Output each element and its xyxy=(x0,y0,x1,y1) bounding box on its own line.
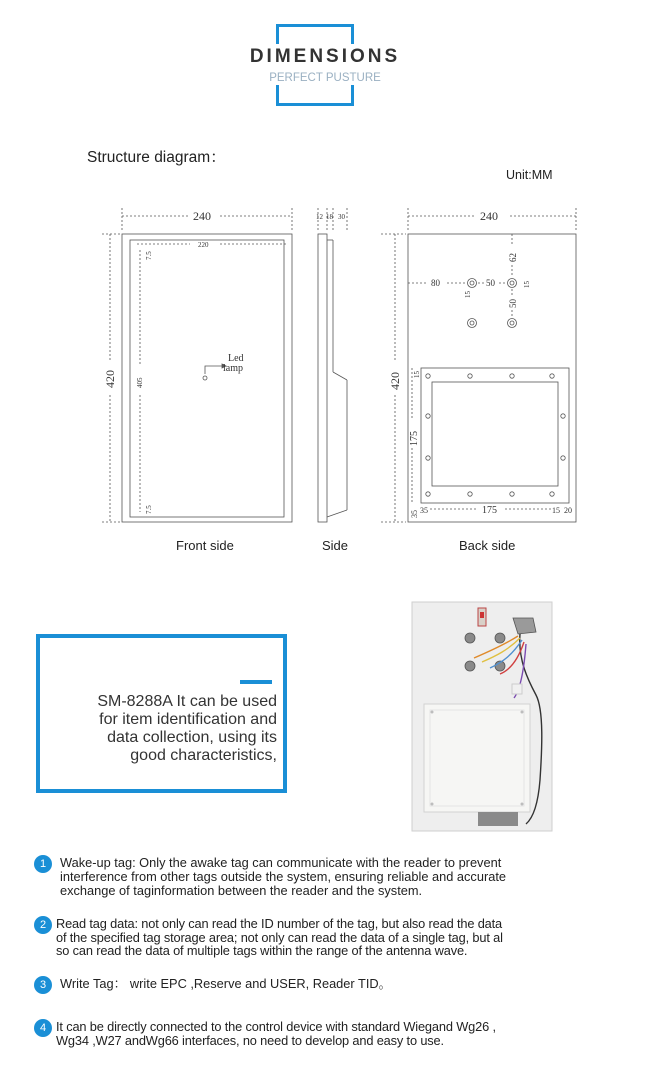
front-width-label: 240 xyxy=(193,209,211,223)
feature-number-badge: 2 xyxy=(34,916,52,934)
page-subtitle: PERFECT PUSTURE xyxy=(225,71,425,85)
back-dim-175v: 175 xyxy=(409,431,420,446)
product-image xyxy=(408,600,556,835)
back-dim-175h: 175 xyxy=(482,505,497,516)
feature-2-line-2: of the specified tag storage area; not only can read the data of a single tag, but al xyxy=(56,929,503,945)
feature-4-line-1: It can be directly connected to the control device with standard Wiegand Wg26 , xyxy=(56,1019,496,1034)
feature-4-line-2: Wg34 ,W27 andWg66 interfaces, no need to develop and easy to use. xyxy=(56,1033,444,1048)
led-label-line1: Led xyxy=(228,353,244,364)
feature-1-line-2: interference from other tags outside the system, ensuring reliable and accurate xyxy=(60,869,506,884)
antenna-plate-outer xyxy=(421,368,569,503)
back-hole-4 xyxy=(508,319,517,328)
promo-line-1: SM-8288A It can be used xyxy=(97,693,277,710)
back-hole-3 xyxy=(468,319,477,328)
front-inner-width-label: 220 xyxy=(198,241,209,249)
back-side-caption: Back side xyxy=(459,538,516,553)
back-dim-50h: 50 xyxy=(486,278,495,288)
back-dim-20: 20 xyxy=(564,506,572,515)
front-inner-height-label: 405 xyxy=(136,377,144,388)
back-hole-1 xyxy=(468,279,477,288)
feature-text xyxy=(60,977,590,991)
front-side-caption: Front side xyxy=(176,538,234,553)
feature-1-line-3: exchange of taginformation between the reader and the system. xyxy=(60,883,423,898)
page-title: DIMENSIONS xyxy=(225,46,425,68)
back-width-label: 240 xyxy=(480,209,498,223)
back-dim-15c: 15 xyxy=(413,371,421,378)
back-dim-62: 62 xyxy=(508,253,518,262)
back-dim-35-bottom: 35 xyxy=(420,506,428,515)
promo-line-2: for item identification and xyxy=(99,711,277,728)
feature-text xyxy=(56,917,586,958)
led-lamp-marker xyxy=(203,376,207,380)
side-outline xyxy=(318,234,327,522)
unit-label: Unit:MM xyxy=(506,168,553,182)
front-bottom-margin-label: 7.5 xyxy=(145,505,153,514)
back-dim-15-bottom: 15 xyxy=(552,506,560,515)
side-dim-1: 12 xyxy=(316,213,323,221)
promo-line-3: data collection, using its xyxy=(107,729,277,746)
back-hole-2 xyxy=(508,279,517,288)
feature-number-badge: 1 xyxy=(34,855,52,873)
feature-1-line-1: Wake-up tag: Only the awake tag can communicate with the reader to prevent xyxy=(60,855,502,870)
back-dim-50v: 50 xyxy=(508,299,518,308)
promo-text xyxy=(52,693,277,765)
structure-title: Structure diagram： xyxy=(87,149,226,166)
feature-text xyxy=(60,856,590,898)
back-dim-35-left: 35 xyxy=(410,510,419,518)
back-dim-15a: 15 xyxy=(464,291,472,298)
back-dim-15b: 15 xyxy=(523,281,531,288)
structure-diagram xyxy=(0,195,650,565)
front-top-margin-label: 7.5 xyxy=(145,251,153,260)
front-height-label: 420 xyxy=(103,370,117,388)
feature-3-line-1: Write Tag： write EPC ,Reserve and USER, Reader TID。 xyxy=(60,976,392,991)
antenna-plate-inner xyxy=(432,382,558,486)
feature-2-line-3: so can read the data of multiple tags within the range of the antenna wave. xyxy=(56,943,468,958)
back-height-label: 420 xyxy=(388,372,402,390)
feature-text xyxy=(56,1020,586,1048)
feature-2-line-1: Read tag data: not only can read the ID number of the tag, but also read the data xyxy=(56,916,503,931)
feature-number-badge: 3 xyxy=(34,976,52,994)
promo-line-4: good characteristics, xyxy=(130,747,277,764)
side-dim-2: 18 xyxy=(326,213,333,221)
back-dim-80: 80 xyxy=(431,278,440,288)
led-label-line2: lamp xyxy=(223,363,243,374)
side-caption: Side xyxy=(322,538,349,553)
promo-accent-bar xyxy=(240,680,272,684)
side-dim-3: 30 xyxy=(338,213,345,221)
feature-number-badge: 4 xyxy=(34,1019,52,1037)
